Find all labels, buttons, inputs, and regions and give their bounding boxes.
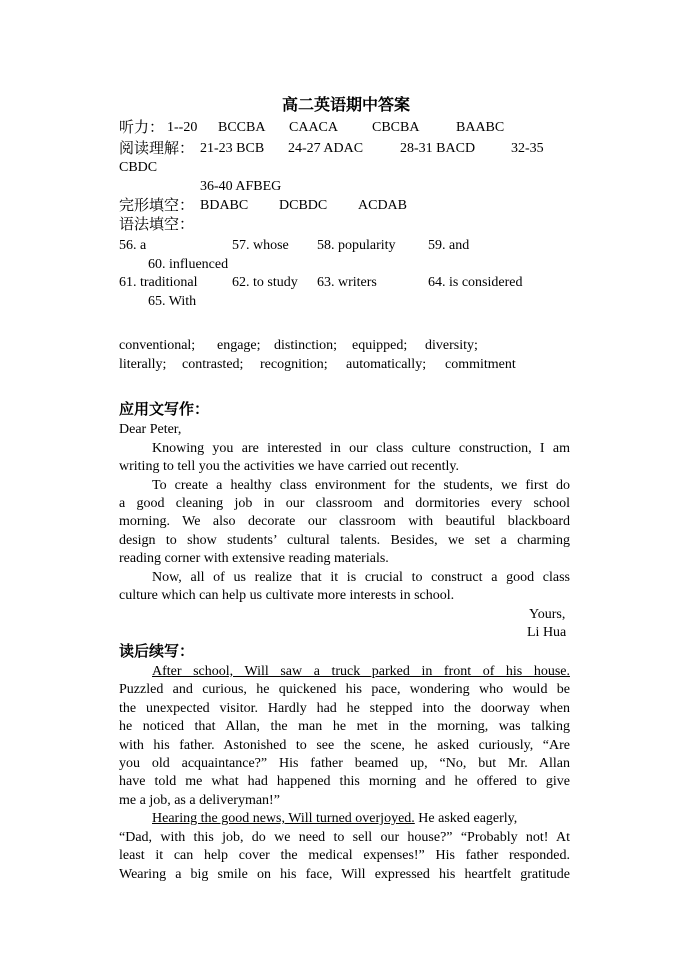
answer-group: BAABC [456, 120, 505, 135]
vocab-word: contrasted; [182, 357, 244, 372]
grammar-item: 56. a [119, 238, 147, 253]
page-title: 高二英语期中答案 [282, 97, 411, 114]
letter-line: culture which can help us cultivate more interests in school. [119, 588, 455, 603]
letter-line: reading corner with extensive reading materials. [119, 551, 389, 566]
answer-group: 21-23 BCB [200, 141, 265, 156]
story-line: After school, Will saw a truck parked in front of his house. [152, 664, 570, 679]
answer-group: DCBDC [279, 198, 328, 213]
continuation-heading: 读后续写： [119, 644, 195, 660]
answer-group: CBCBA [372, 120, 420, 135]
grammar-item: 61. traditional [119, 275, 198, 290]
grammar-label: 语法填空： [119, 217, 195, 233]
grammar-item: 57. whose [232, 238, 289, 253]
document-page: 高二英语期中答案 听力： 1--20 BCCBA CAACA CBCBA BAABC 阅读理解： 21-23 BCB 24-27 ADAC 28-31 BACD 32-35 CBDC 36-40 AFBEG 完形填空： BDABC DCBDC ACDAB 语法填空： 56. a 57. whose 58. popularity 59. and 60. influenced 61. traditional 62. to study 63. writers 64. is considered 65. With conventional; engage; distinction; equipped; diversity; literally; contrasted; recognition; automatically; commitment 应用文写作： Dear Peter, Knowing you are interested in our class culture construction, I am writing to tell you the activities we have carried out recently. To create a healthy class environment for the students, we first do a good cleaning job in our classroom and dormitories every school morning. We also decorate our classroom with beautiful blackboard design to show students’ cultural talents. Besides, we set a charming reading corner with extensive reading materials. Now, all of us realize that it is crucial to construct a good class culture which can help us cultivate more interests in school. Yours, Li Hua 读后续写： After school, Will saw a truck parked in front of his house. Puzzled and curious, he quickened his pace, wondering who would be the unexpected visitor. Hardly had he stepped into the doorway when he noticed that Allan, the man he met in the morning, was talking with his father. Astonished to see the scene, he asked curiously, “Are you old acquaintance?” His father beamed up, “No, but Mr. Allan have told me what had happened this morning and he offered to give me a job, as a deliveryman!” Hearing the good news, Will turned overjoyed. He asked eagerly, “Dad, with this job, do we need to sell our house?” “Probably not! At least it can help cover the medical expenses!” His father responded. Wearing a big smile on his face, Will expressed his heartfelt gratitude [0, 0, 692, 979]
vocab-word: conventional; [119, 338, 196, 353]
reading-wrap: CBDC [119, 160, 158, 175]
vocab-word: equipped; [352, 338, 408, 353]
reading-label: 阅读理解： [119, 141, 195, 157]
answer-group: BCCBA [218, 120, 266, 135]
answer-group: 24-27 ADAC [288, 141, 364, 156]
answer-group: 32-35 [511, 141, 544, 156]
letter-line: Now, all of us realize that it is crucial to construct a good class [152, 570, 570, 585]
grammar-item: 60. influenced [148, 257, 229, 272]
vocab-word: automatically; [346, 357, 427, 372]
answer-group: ACDAB [358, 198, 408, 213]
letter-line: morning. We also decorate our classroom with beautiful blackboard [119, 514, 570, 529]
grammar-item: 62. to study [232, 275, 298, 290]
letter-line: writing to tell you the activities we have carried out recently. [119, 459, 460, 474]
grammar-item: 63. writers [317, 275, 377, 290]
letter-line: design to show students’ cultural talents. Besides, we set a charming [119, 533, 570, 548]
vocab-word: distinction; [274, 338, 337, 353]
story-line: you old acquaintance?” His father beamed up, “No, but Mr. Allan [119, 756, 570, 771]
vocab-word: recognition; [260, 357, 328, 372]
letter-line: a good cleaning job in our classroom and dormitories every school [119, 496, 570, 511]
letter-line: To create a healthy class environment for the students, we first do [152, 478, 570, 493]
letter-closing: Yours, [529, 607, 566, 622]
grammar-item: 64. is considered [428, 275, 523, 290]
vocab-word: engage; [217, 338, 261, 353]
vocab-word: literally; [119, 357, 167, 372]
grammar-item: 58. popularity [317, 238, 396, 253]
cloze-row [119, 197, 408, 216]
story-line: have told me what had happened this morning and he offered to give [119, 774, 570, 789]
answer-group: BDABC [200, 198, 249, 213]
listening-row [119, 119, 505, 138]
vocab-word: commitment [445, 357, 516, 372]
vocab-word: diversity; [425, 338, 478, 353]
cloze-label: 完形填空： [119, 198, 195, 214]
writing-heading: 应用文写作： [119, 402, 210, 418]
answer-group: 28-31 BACD [400, 141, 476, 156]
letter-line: Knowing you are interested in our class culture construction, I am [152, 441, 570, 456]
story-line: least it can help cover the medical expenses!” His father responded. [119, 848, 570, 863]
letter-salutation: Dear Peter, [119, 422, 182, 437]
story-line: Wearing a big smile on his face, Will expressed his heartfelt gratitude [119, 867, 570, 882]
listening-label: 听力： [119, 120, 165, 136]
story-line: with his father. Astonished to see the scene, he asked curiously, “Are [119, 738, 570, 753]
reading-line2: 36-40 AFBEG [200, 179, 282, 194]
listening-range: 1--20 [167, 120, 198, 135]
grammar-item: 65. With [148, 294, 197, 309]
story-line: the unexpected visitor. Hardly had he stepped into the doorway when [119, 701, 570, 716]
story-line: he noticed that Allan, the man he met in the morning, was talking [119, 719, 570, 734]
letter-signature: Li Hua [527, 625, 567, 640]
answer-group: CAACA [289, 120, 339, 135]
story-line: Puzzled and curious, he quickened his pace, wondering who would be [119, 682, 570, 697]
grammar-item: 59. and [428, 238, 470, 253]
reading-row [119, 140, 544, 159]
story-line: “Dad, with this job, do we need to sell our house?” “Probably not! At [119, 830, 570, 845]
story-line: me a job, as a deliveryman!” [119, 793, 280, 808]
